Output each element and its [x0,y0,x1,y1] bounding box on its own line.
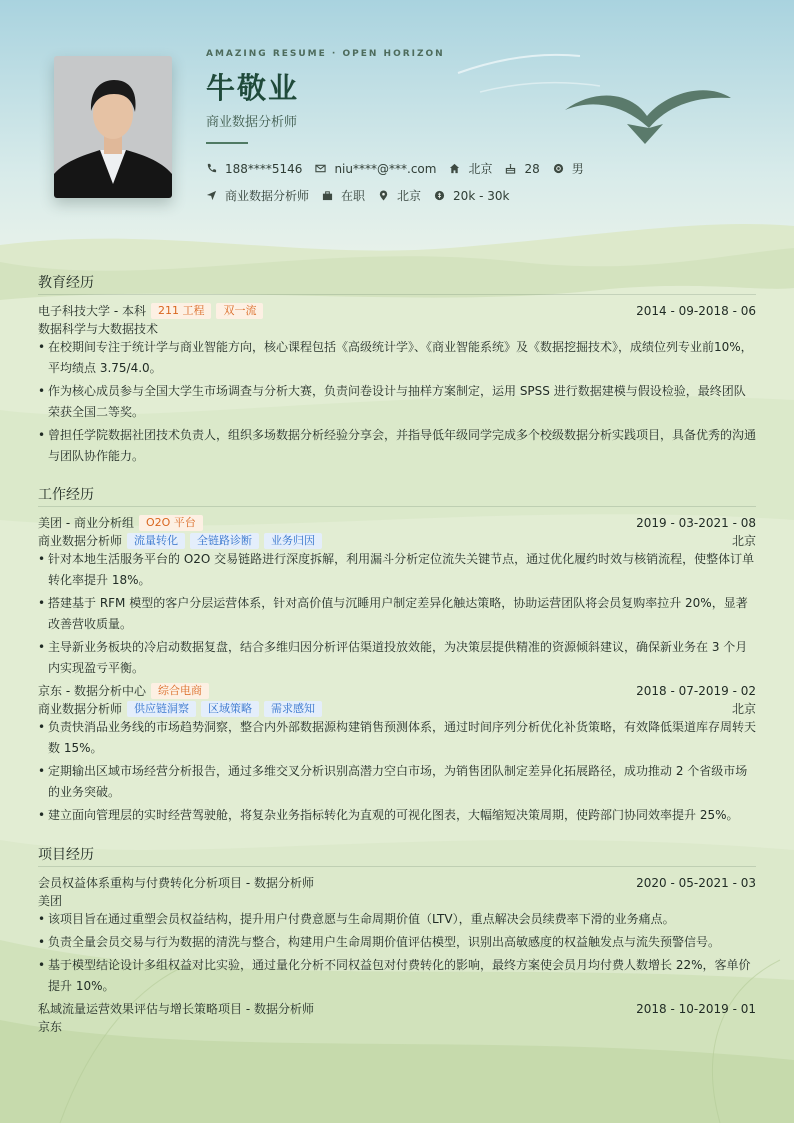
education-major-row [38,320,756,337]
skill-tag: 区域策略 [201,701,259,717]
education-dates: 2014 - 09-2018 - 06 [636,303,756,318]
education-tag: 211 工程 [151,303,212,319]
header-divider [206,142,248,144]
company-tag: 综合电商 [151,683,209,699]
project-dates: 2020 - 05-2021 - 03 [636,875,756,890]
intent-position-text: 商业数据分析师 [225,189,310,203]
intent-salary [434,189,509,203]
contact-age [505,162,539,176]
education-entry-left [38,302,263,319]
intent-position [206,187,309,204]
cake-icon [505,163,516,174]
contact-home-text: 北京 [468,162,493,176]
candidate-role: 商业数据分析师 [206,115,298,130]
contact-gender-text: 男 [571,162,584,176]
job-position-left [38,532,322,549]
skill-tag: 供应链洞察 [127,701,196,717]
job-intent-row [206,187,522,204]
project-name: 会员权益体系重构与付费转化分析项目 - 数据分析师 [38,876,314,890]
job-entry-head [38,681,756,700]
education-tag: 双一流 [216,303,263,319]
job-bullets [38,549,756,679]
work-section [38,484,756,826]
work-title: 工作经历 [38,484,756,507]
project-bullets [38,909,756,997]
project-name: 私域流量运营效果评估与增长策略项目 - 数据分析师 [38,1002,314,1016]
job-company: 京东 - 数据分析中心 [38,684,146,698]
intent-status-text: 在职 [341,189,366,203]
list-item: • 主导新业务板块的冷启动数据复盘，结合多维归因分析评估渠道投放效能，为决策层提供精准的资源倾斜建议，确保新业务在 3 个月内实现盈亏平衡。 [38,637,756,679]
project-entry-head [38,873,756,892]
education-bullets [38,337,756,467]
skill-tag: 全链路诊断 [190,533,259,549]
contact-email-text: niu****@***.com [334,161,437,176]
list-item: • 定期输出区域市场经营分析报告，通过多维交叉分析识别高潜力空白市场，为销售团队制定差异化拓展路径，成功推动 2 个省级市场的业务突破。 [38,761,756,803]
skill-tag: 流量转化 [127,533,185,549]
list-item: • 基于模型结论设计多组权益对比实验，通过量化分析不同权益包对付费转化的影响，最终方案使会员月均付费人数增长 22%，客单价提升 10%。 [38,955,756,997]
intent-city [378,187,421,204]
resume-kicker: AMAZING RESUME · OPEN HORIZON [206,49,445,59]
contact-age-text: 28 [524,161,540,176]
skill-tag: 需求感知 [264,701,322,717]
project-entry-head [38,999,756,1018]
skill-tag: 业务归因 [264,533,322,549]
intent-status [322,187,365,204]
job-entry-left [38,514,203,531]
company-tag: O2O 平台 [139,515,203,531]
project-org-row [38,892,756,909]
portrait-image [54,56,172,198]
list-item: • 负责全量会员交易与行为数据的清洗与整合，构建用户生命周期价值评估模型，识别出高敏感度的权益触发点与流失预警信号。 [38,932,756,953]
list-item: • 该项目旨在通过重塑会员权益结构，提升用户付费意愿与生命周期价值（LTV），重点解决会员续费率下滑的业务痛点。 [38,909,756,930]
list-item: • 负责快消品业务线的市场趋势洞察，整合内外部数据源构建销售预测体系，通过时间序列分析优化补货策略，有效降低渠道库存周转天数 15%。 [38,717,756,759]
job-position: 商业数据分析师 [38,534,123,548]
project-org-row [38,1018,756,1035]
job-dates: 2018 - 07-2019 - 02 [636,683,756,698]
list-item: • 搭建基于 RFM 模型的客户分层运营体系，针对高价值与沉睡用户制定差异化触达策略，协助运营团队将会员复购率拉升 20%，显著改善营收质量。 [38,593,756,635]
job-position: 商业数据分析师 [38,702,123,716]
education-title: 教育经历 [38,272,756,295]
contact-phone-text: 188****5146 [225,161,303,176]
job-entry-head [38,513,756,532]
home-icon [449,163,460,174]
education-entry-head [38,301,756,320]
list-item: • 在校期间专注于统计学与商业智能方向，核心课程包括《高级统计学》、《商业智能系统》及《数据挖掘技术》，成绩位列专业前10%，平均绩点 3.75/4.0。 [38,337,756,379]
job-position-row [38,532,756,549]
job-city: 北京 [731,702,756,716]
contact-email [315,162,436,176]
project-org: 美团 [38,894,63,908]
intent-salary-text: 20k - 30k [453,188,510,203]
job-bullets [38,717,756,826]
list-item: • 建立面向管理层的实时经营驾驶舱，将复杂业务指标转化为直观的可视化图表，大幅缩短决策周期，使跨部门协同效率提升 25%。 [38,805,756,826]
project-org: 京东 [38,1020,63,1034]
job-city: 北京 [731,534,756,548]
send-icon [206,190,217,201]
job-dates: 2019 - 03-2021 - 08 [636,515,756,530]
bird-logo [565,84,731,146]
contact-gender [553,160,584,177]
job-position-row [38,700,756,717]
contact-row [206,160,597,177]
job-entry-left [38,682,209,699]
education-section [38,272,756,467]
phone-icon [206,163,217,174]
projects-title: 项目经历 [38,844,756,867]
candidate-name: 牛敬业 [206,71,300,105]
job-position-left [38,700,322,717]
contact-home [449,160,492,177]
project-dates: 2018 - 10-2019 - 01 [636,1001,756,1016]
salary-icon [434,190,445,201]
location-pin-icon [378,190,389,201]
contact-phone [206,162,302,176]
job-company: 美团 - 商业分析组 [38,516,134,530]
list-item: • 曾担任学院数据社团技术负责人，组织多场数据分析经验分享会，并指导低年级同学完成多个校级数据分析实践项目，具备优秀的沟通与团队协作能力。 [38,425,756,467]
projects-section [38,844,756,1035]
mail-icon [315,163,326,174]
education-major: 数据科学与大数据技术 [38,322,159,336]
list-item: • 作为核心成员参与全国大学生市场调查与分析大赛，负责问卷设计与抽样方案制定，运用 SPSS 进行数据建模与假设检验，最终团队荣获全国二等奖。 [38,381,756,423]
profile-photo [54,56,172,198]
intent-city-text: 北京 [397,189,422,203]
briefcase-icon [322,190,333,201]
list-item: • 针对本地生活服务平台的 O2O 交易链路进行深度拆解，利用漏斗分析定位流失关键节点，通过优化履约时效与核销流程，使整体订单转化率提升 18%。 [38,549,756,591]
gender-icon [553,163,564,174]
school-name: 电子科技大学 - 本科 [38,304,146,318]
